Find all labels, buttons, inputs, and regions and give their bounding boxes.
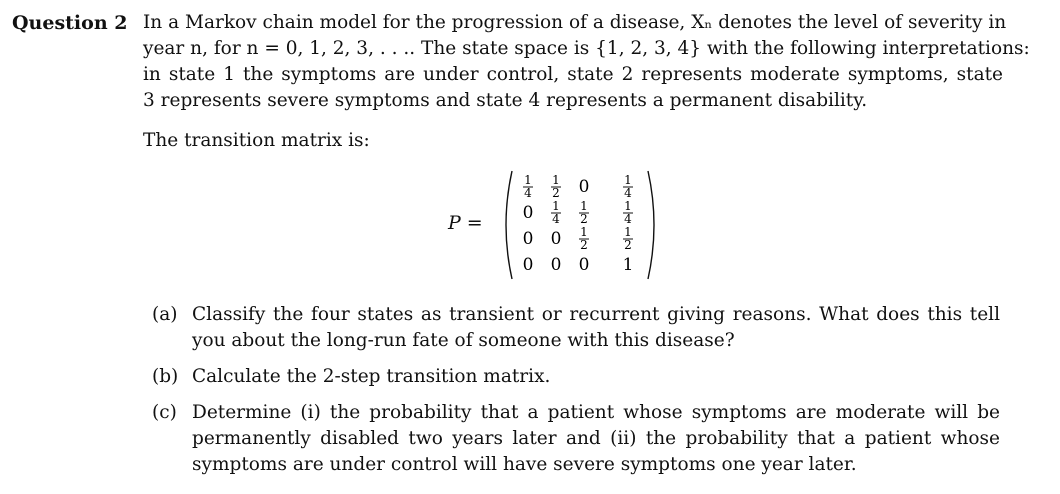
fraction-denominator: 4 <box>624 186 632 200</box>
matrix-cell: 0 <box>578 177 590 197</box>
part-line: you about the long-run fate of someone with this disease? <box>192 330 735 351</box>
part-line: permanently disabled two years later and (ii) the probability that a patient whose <box>192 428 1000 449</box>
part-label: (c) <box>152 402 177 423</box>
fraction-numerator: 1 <box>580 199 588 213</box>
left-paren <box>506 171 512 279</box>
matrix-cell: 0 <box>550 255 562 275</box>
matrix-cell: 0 <box>522 255 534 275</box>
part-label: (a) <box>152 304 178 325</box>
matrix-cell-fraction <box>623 225 633 252</box>
fraction-numerator: 1 <box>580 225 588 239</box>
part-line: Determine (i) the probability that a patient whose symptoms are moderate will be <box>192 402 1000 423</box>
part-text <box>192 400 1000 478</box>
matrix-cell-fraction <box>523 173 533 200</box>
transition-matrix-intro: The transition matrix is: <box>143 130 370 151</box>
right-paren <box>648 171 654 279</box>
fraction-denominator: 4 <box>552 212 560 226</box>
intro-line: In a Markov chain model for the progression of a disease, Xₙ denotes the level of severity in <box>143 12 1007 33</box>
part-line: Classify the four states as transient or recurrent giving reasons. What does this tell <box>192 304 1000 325</box>
part-line: Calculate the 2-step transition matrix. <box>192 366 551 387</box>
fraction-denominator: 2 <box>552 186 560 200</box>
matrix-cell-fraction <box>551 199 561 226</box>
matrix-cell: 0 <box>550 229 562 249</box>
matrix-cell-fraction <box>623 199 633 226</box>
fraction-denominator: 2 <box>580 238 588 252</box>
fraction-numerator: 1 <box>624 199 632 213</box>
fraction-numerator: 1 <box>624 173 632 187</box>
matrix-label <box>448 212 483 234</box>
part-b <box>152 364 1000 390</box>
question-label: Question 2 <box>12 12 128 34</box>
part-text <box>192 364 1000 390</box>
matrix-cells <box>523 173 634 275</box>
fraction-numerator: 1 <box>552 199 560 213</box>
question-intro <box>143 10 1030 114</box>
matrix-cell-fraction <box>579 225 589 252</box>
part-c <box>152 400 1000 478</box>
matrix-cell-fraction <box>623 173 633 200</box>
intro-line: year n, for n = 0, 1, 2, 3, . . .. The state space is {1, 2, 3, 4} with the following interpretations: <box>143 38 1030 59</box>
fraction-numerator: 1 <box>624 225 632 239</box>
matrix-body <box>500 168 660 282</box>
part-text <box>192 302 1000 354</box>
part-label: (b) <box>152 366 179 387</box>
part-line: symptoms are under control will have severe symptoms one year later. <box>192 454 857 475</box>
matrix-cell: 1 <box>622 255 634 275</box>
fraction-denominator: 4 <box>524 186 532 200</box>
question-parts <box>152 302 1000 488</box>
matrix-cell-fraction <box>551 173 561 200</box>
fraction-denominator: 2 <box>624 238 632 252</box>
matrix-symbol: P <box>448 212 461 234</box>
intro-line: 3 represents severe symptoms and state 4 represents a permanent disability. <box>143 90 868 111</box>
fraction-denominator: 4 <box>624 212 632 226</box>
matrix-equals: = <box>466 212 483 234</box>
matrix-cell: 0 <box>522 203 534 223</box>
fraction-numerator: 1 <box>524 173 532 187</box>
matrix-cell: 0 <box>522 229 534 249</box>
transition-matrix <box>448 168 668 282</box>
matrix-cell: 0 <box>578 255 590 275</box>
fraction-numerator: 1 <box>552 173 560 187</box>
intro-line: in state 1 the symptoms are under control, state 2 represents moderate symptoms, state <box>143 64 1003 85</box>
part-a <box>152 302 1000 354</box>
fraction-denominator: 2 <box>580 212 588 226</box>
matrix-cell-fraction <box>579 199 589 226</box>
